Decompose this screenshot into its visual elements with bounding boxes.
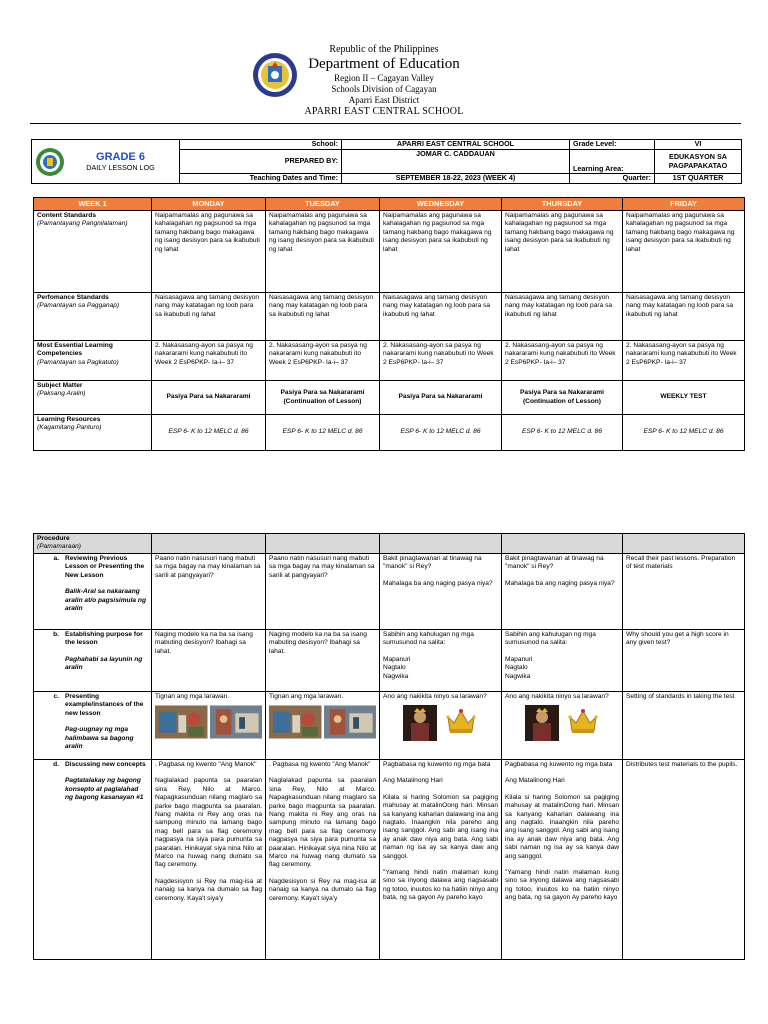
table-cell: Tignan ang mga larawan.: [266, 692, 380, 760]
grade-level-value: VI: [655, 140, 742, 150]
competencies-row: [34, 341, 745, 381]
procedure-header-row: [34, 534, 745, 554]
row-label: b. Establishing purpose for the lesson Paghahabi sa layunin ng aralin: [34, 630, 152, 692]
division-line: Schools Division of Cagayan: [331, 84, 437, 94]
week-header: WEEK 1: [34, 198, 152, 211]
table-cell: Ano ang nakikita ninyo sa larawan?: [502, 692, 623, 760]
table-cell: [266, 534, 380, 554]
school-value: APARRI EAST CENTRAL SCHOOL: [342, 140, 570, 150]
school-line: APARRI EAST CENTRAL SCHOOL: [304, 106, 464, 117]
table-cell: ESP 6- K to 12 MELC d. 86: [380, 415, 502, 451]
letterhead: [0, 44, 768, 117]
header-divider: [30, 123, 741, 124]
dates-value: SEPTEMBER 18-22, 2023 (WEEK 4): [342, 174, 570, 184]
table-cell: Bakit pinagtawanan at tinawag na "manok" si Rey? Mahalaga ba ang naging pasya niya?: [502, 554, 623, 630]
table-cell: Pasiya Para sa Nakararami (Continuation of Lesson): [266, 381, 380, 415]
table-cell: Bakit pinagtawanan at tinawag na "manok" si Rey? Mahalaga ba ang naging pasya niya?: [380, 554, 502, 630]
day-friday: FRIDAY: [623, 198, 745, 211]
table-cell: Tignan ang mga larawan.: [152, 692, 266, 760]
table-cell: Naipamamalas ang pagunawa sa kahalagahan ng pagsunod sa mga tamang hakbang bago makagawa ng isang desisyon para sa ikabubuti ng lahat: [266, 211, 380, 293]
day-thursday: THURSDAY: [502, 198, 623, 211]
table-cell: Paano natin nasusuri nang mabuti sa mga bagay na may kinalaman sa sarili at pangyayari?: [152, 554, 266, 630]
row-label: Most Essential Learning Competencies (Pamantayan sa Pagkatuto): [34, 341, 152, 381]
table-cell: Setting of standards in taking the test: [623, 692, 745, 760]
row-label: Subject Matter (Paksang Aralin): [34, 381, 152, 415]
procedure-row-b: [34, 630, 745, 692]
table-cell: Paano natin nasusuri nang mabuti sa mga bagay na may kinalaman sa sarili at pangyayari?: [266, 554, 380, 630]
row-label: Content Standards (Pamantayang Pangnilalaman): [34, 211, 152, 293]
table-cell: Pagbabasa ng kuwento ng mga bata Ang Matalinong Hari Kilala si haring Solomon sa pagiging mahusay at matalinOong hari. Minsan sa kanyang kaharian dalawang ina ang nagtalo. Inaangkin nila pareho ang isang sanggol. Ang sabi ang isang ina ay anak daw niya ang bata. Ang sabi naman ng isa ay sa kanya daw ang sanggol. "Yamang hindi natin malaman kung sino sa inyong dalawa ang nagsasabi ng totoo, inuutos ko na hatiin ninyo ang bata, ng sa gayon Ay pareho kayo: [380, 760, 502, 960]
table-cell: [623, 534, 745, 554]
region-line: Region II – Cagayan Valley: [334, 73, 434, 83]
district-line: Aparri East District: [348, 95, 420, 105]
table-cell: Naisasagawa ang tamang desisyon nang may katatagan ng loob para sa ikabubuti ng lahat: [152, 293, 266, 341]
content-standards-row: [34, 211, 745, 293]
grade-box: [32, 140, 180, 184]
table-cell: . Pagbasa ng kwento "Ang Manok" Naglalakad papunta sa paaralan sina Rey, Nilo at Marco. Napagkasunduan nilang maglaro sa parke bago magpunta sa paaralan. Nang makita ni Rey ang oras na sampung minuto na lamang bago mag bell para sa flag ceremony nagpasya na siya para pumunta sa paaralan. Hinikayat siya nina Nilo at Marco na huwag nang dumato sa flag ceremony. Nagdesisyon si Rey na mag-isa at nanaig sa kanya na dumalo sa flag ceremony. Kaya't siya'y: [152, 760, 266, 960]
table-cell: Naisasagawa ang tamang desisyon nang may katatagan ng loob para sa ikabubuti ng lahat: [502, 293, 623, 341]
quarter-label: Quarter:: [570, 174, 655, 184]
department-line: Department of Education: [308, 56, 460, 72]
table-cell: Pasiya Para sa Nakararami (Continuation of Lesson): [502, 381, 623, 415]
market-scene-image: [269, 705, 322, 739]
day-monday: MONDAY: [152, 198, 266, 211]
table-cell: Sabihin ang kahulugan ng mga sumusunod na salita: Mapanuri Nagtalo Nagwika: [502, 630, 623, 692]
procedure-table: [33, 533, 745, 960]
table-cell: [380, 534, 502, 554]
subject-matter-row: [34, 381, 745, 415]
table-cell: [502, 534, 623, 554]
table-cell: Pagbabasa ng kuwento ng mga bata Ang Matalinong Hari Kilala si haring Solomon sa pagiging mahusay at matalinOong hari. Minsan sa kanyang kaharian dalawang ina ang nagtalo. Inaangkin nila pareho ang isang sanggol. Ang sabi ang isang ina ay anak daw niya ang bata. Ang sabi naman ng isa ay sa kanya daw ang sanggol. "Yamang hindi natin malaman kung sino sa inyong dalawa ang nagsasabi ng totoo, inuutos ko na hatiin ninyo ang bata, ng sa gayon Ay pareho kayo: [502, 760, 623, 960]
table-cell: ESP 6- K to 12 MELC d. 86: [502, 415, 623, 451]
table-cell: Ano ang nakikita ninyo sa larawan?: [380, 692, 502, 760]
quarter-value: 1ST QUARTER: [655, 174, 742, 184]
table-cell: 2. Nakasasang-ayon sa pasya ng nakararami kung nakabubuti ito Week 2 EsP6PKP- Ia-i– 37: [380, 341, 502, 381]
table-cell: Naipamamalas ang pagunawa sa kahalagahan ng pagsunod sa mga tamang hakbang bago makagawa ng isang desisyon para sa ikabubuti ng lahat: [380, 211, 502, 293]
table-cell: Naisasagawa ang tamang desisyon nang may katatagan ng loob para sa ikabubuti ng lahat: [623, 293, 745, 341]
king-solomon-image: [525, 705, 559, 741]
table-cell: Distributes test materials to the pupils.: [623, 760, 745, 960]
table-cell: . Pagbasa ng kwento "Ang Manok" Naglalakad papunta sa paaralan sina Rey, Nilo at Marco. Napagkasunduan nilang maglaro sa parke bago magpunta sa paaralan. Nang makita ni Rey ang oras na sampung minuto na lamang bago mag bell para sa flag ceremony nagpasya na siya para pumunta sa paaralan. Hinikayat siya nina Nilo at Marco na huwag nang dumato sa flag ceremony. Nagdesisyon si Rey na mag-isa at nanaig sa kanya na dumalo sa flag ceremony. Kaya't siya'y: [266, 760, 380, 960]
day-tuesday: TUESDAY: [266, 198, 380, 211]
table-cell: Naipamamalas ang pagunawa sa kahalagahan ng pagsunod sa mga tamang hakbang bago makagawa ng isang desisyon para sa ikabubuti ng lahat: [502, 211, 623, 293]
dates-label: Teaching Dates and Time:: [180, 174, 342, 184]
table-cell: ESP 6- K to 12 MELC d. 86: [266, 415, 380, 451]
school-seal-logo: [35, 147, 65, 177]
prepared-value: JOMAR C. CADDAUAN: [342, 150, 570, 174]
procedure-row-c: [34, 692, 745, 760]
table-cell: Naisasagawa ang tamang desisyon nang may katatagan ng loob para sa ikabubuti ng lahat: [380, 293, 502, 341]
day-wednesday: WEDNESDAY: [380, 198, 502, 211]
day-header-row: [34, 198, 745, 211]
procedure-row-a: [34, 554, 745, 630]
king-solomon-image: [403, 705, 437, 741]
performance-standards-row: [34, 293, 745, 341]
table-cell: Naisasagawa ang tamang desisyon nang may katatagan ng loob para sa ikabubuti ng lahat: [266, 293, 380, 341]
table-cell: Pasiya Para sa Nakararami: [380, 381, 502, 415]
street-scene-image: [210, 705, 263, 739]
crown-icon: [445, 705, 477, 737]
row-label: c. Presenting example/instances of the new lesson Pag-uugnay ng mga halimbawa sa bagong aralin: [34, 692, 152, 760]
prepared-label: PREPARED BY:: [180, 150, 342, 174]
table-cell: Sabihin ang kahulugan ng mga sumusunod na salita: Mapanuri Nagtalo Nagwika: [380, 630, 502, 692]
table-cell: WEEKLY TEST: [623, 381, 745, 415]
market-scene-image: [155, 705, 208, 739]
row-label: Learning Resources (Kagamitang Panturo): [34, 415, 152, 451]
republic-line: Republic of the Philippines: [329, 44, 439, 55]
table-cell: Pasiya Para sa Nakararami: [152, 381, 266, 415]
table-cell: 2. Nakasasang-ayon sa pasya ng nakararami kung nakabubuti ito Week 2 EsP6PKP- Ia-i– 37: [502, 341, 623, 381]
table-cell: 2. Nakasasang-ayon sa pasya ng nakararami kung nakabubuti ito Week 2 EsP6PKP- Ia-i– 37: [623, 341, 745, 381]
table-cell: Naging modelo ka na ba sa isang mabuting desisyon? Ibahagi sa lahat.: [266, 630, 380, 692]
table-cell: Recall their past lessons. Preparation of test materials: [623, 554, 745, 630]
week-table: [33, 197, 745, 451]
row-label: Perfomance Standards (Pamantayan sa Pagganap): [34, 293, 152, 341]
table-cell: 2. Nakasasang-ayon sa pasya ng nakararami kung nakabubuti ito Week 2 EsP6PKP- Ia-i– 37: [266, 341, 380, 381]
table-cell: ESP 6- K to 12 MELC d. 86: [152, 415, 266, 451]
grade-level-label: Grade Level:: [570, 140, 655, 150]
table-cell: [152, 534, 266, 554]
table-cell: Naipamamalas ang pagunawa sa kahalagahan ng pagsunod sa mga tamang hakbang bago makagawa ng isang desisyon para sa ikabubuti ng lahat: [152, 211, 266, 293]
row-label: a. Reviewing Previous Lesson or Presenting the New Lesson Balik-Aral sa nakaraang aralin at/o pagsisimula ng aralin: [34, 554, 152, 630]
table-cell: 2. Nakasasang-ayon sa pasya ng nakararami kung nakabubuti ito Week 2 EsP6PKP- Ia-i– 37: [152, 341, 266, 381]
street-scene-image: [324, 705, 377, 739]
row-label: d. Discussing new concepts Pagtatalakay ng bagong konsepto at paglalahad ng bagong kasanayan #1: [34, 760, 152, 960]
crown-icon: [567, 705, 599, 737]
table-cell: Why should you get a high score in any given test?: [623, 630, 745, 692]
table-cell: Naipamamalas ang pagunawa sa kahalagahan ng pagsunod sa mga tamang hakbang bago makagawa ng isang desisyon para sa ikabubuti ng lahat: [623, 211, 745, 293]
table-cell: Naging modelo ka na ba sa isang mabuting desisyon? Ibahagi sa lahat.: [152, 630, 266, 692]
procedure-header: Procedure (Pamamaraan): [34, 534, 152, 554]
learning-area-label: Learning Area:: [570, 150, 655, 174]
log-title: DAILY LESSON LOG: [86, 162, 155, 172]
learning-area-value: EDUKASYON SA PAGPAPAKATAO: [655, 150, 742, 174]
info-table: [31, 139, 742, 184]
learning-resources-row: [34, 415, 745, 451]
school-label: School:: [180, 140, 342, 150]
table-cell: ESP 6- K to 12 MELC d. 86: [623, 415, 745, 451]
grade-title: GRADE 6: [96, 150, 145, 163]
procedure-row-d: [34, 760, 745, 960]
